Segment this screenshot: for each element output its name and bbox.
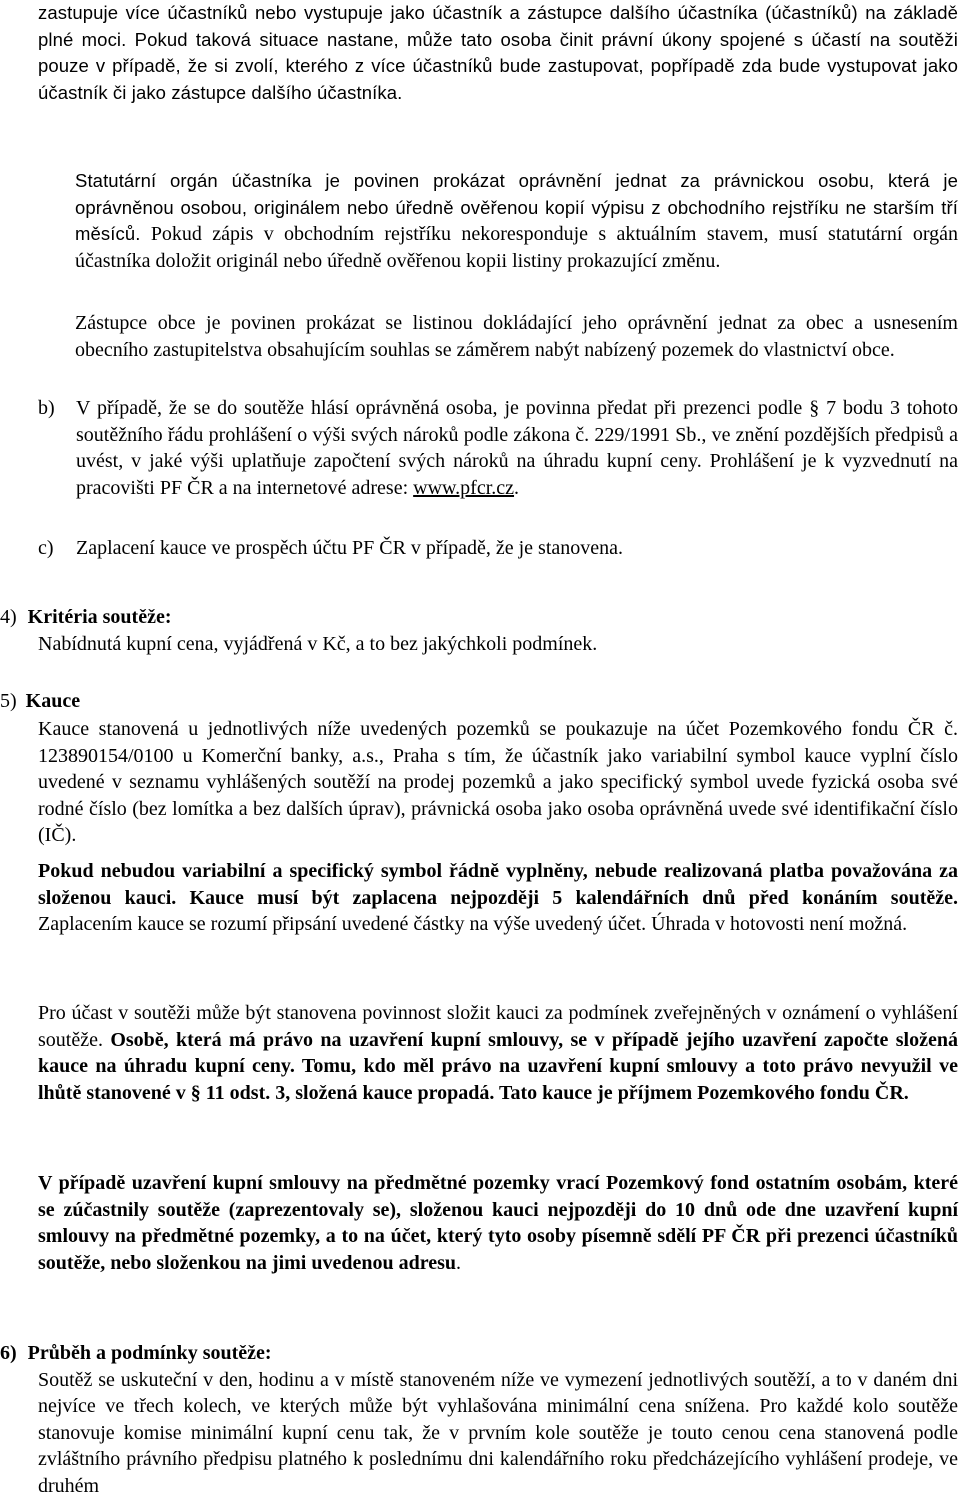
deposit-paragraph-3: Pro účast v soutěži může být stanovena povinnost složit kauci za podmínek zveřejněných v oznámení o vyhlášení soutěže. Osobě, která má právo na uzavření kupní smlouvy, se v případě jejího uzavření započte složená kauce na úhradu kupní ceny. Tomu, kdo měl právo na uzavření kupní smlouvy a toto právo nevyužil ve lhůtě stanovené v § 11 odst. 3, složená kauce propadá. Tato kauce je příjmem Pozemkového fondu ČR. xyxy=(38,1002,958,1104)
section-heading: 6) Průběh a podmínky soutěže: xyxy=(0,1342,272,1364)
intro-paragraph: zastupuje více účastníků nebo vystupuje jako účastník a zástupce dalšího účastníka (účastníků) na základě plné moci. Pokud taková situace nastane, může tato osoba činit právní úkony spojené s účastí na soutěži pouze v případě, že si zvolí, kterého z více účastníků bude zastupovat, popřípadě zda bude vystupovat jako účastník či jako zástupce dalšího účastníka. xyxy=(38,2,958,103)
section-heading: 5) Kauce xyxy=(0,690,81,712)
list-marker: b) xyxy=(38,397,55,419)
deposit-paragraph-2: Pokud nebudou variabilní a specifický symbol řádně vyplněny, nebude realizovaná platba považována za složenou kauci. Kauce musí být zaplacena nejpozději 5 kalendářních dnů před konáním soutěže. Zaplacením kauce se rozumí připsání uvedené částky na výše uvedený účet. Úhrada v hotovosti není možná. xyxy=(38,860,958,936)
list-item-c: c) Zaplacení kauce ve prospěch účtu PF ČR v případě, že je stanovena. xyxy=(38,535,958,562)
municipality-paragraph: Zástupce obce je povinen prokázat se listinou dokládající jeho oprávnění jednat za obec a usnesením obecního zastupitelstva obsahujícím souhlas se záměrem nabýt nabízený pozemek do vlastnictví obce. xyxy=(75,312,958,361)
section-title: Kritéria soutěže: xyxy=(27,606,172,628)
pfcr-website-link[interactable]: www.pfcr.cz xyxy=(413,476,515,499)
list-item-b: b) V případě, že se do soutěže hlásí oprávněná osoba, je povinna předat při prezenci podle § 7 bodu 3 tohoto soutěžního řádu prohlášení o výši svých nároků podle zákona č. 229/1991 Sb., ve znění pozdějších předpisů a uvést, v jaké výši uplatňuje započtení svých nároků na úhradu kupní ceny. Prohlášení je k vyzvednutí na pracovišti PF ČR a na internetové adrese: www.pfcr.cz. xyxy=(38,397,958,499)
list-marker: c) xyxy=(38,537,54,559)
statutory-paragraph xyxy=(75,168,958,274)
section-6: 6) Průběh a podmínky soutěže: Soutěž se uskuteční v den, hodinu a v místě stanoveném níže ve vymezení jednotlivých soutěží, a to v daném dni nejvíce ve třech kolech, ve kterých může být vyhlašována minimální cena snížena. Pro každé kolo soutěže stanovuje komise minimální kupní cenu tak, že v prvním kole soutěže je touto cenou cena stanovená podle zvláštního právního předpisu platného k poslednímu dni kalendářního roku předcházejícího vyhlášení prodeje, ve druhém xyxy=(0,1342,958,1497)
deposit-paragraph-1: Kauce stanovená u jednotlivých níže uvedených pozemků se poukazuje na účet Pozemkového fondu ČR č. 123890154/0100 u Komerční banky, a.s., Praha s tím, že účastník jako variabilní symbol kauce vyplní číslo uvedené v seznamu vyhlášených soutěží na prodej pozemků a jako specifický symbol uvede fyzická osoba své rodné číslo (bez lomítka a bez dalších úprav), právnická osoba jako osoba oprávněná uvede své identifikační číslo (IČ). xyxy=(38,718,958,847)
section-title: Kauce xyxy=(25,690,81,712)
deposit-paragraph-4: V případě uzavření kupní smlouvy na předmětné pozemky vrací Pozemkový fond ostatním osobám, které se zúčastnily soutěže (zaprezentovaly se), složenou kauci nejpozději do 10 dnů ode dne uzavření kupní smlouvy na předmětné pozemky, a to na účet, který tyto osoby písemně sdělí PF ČR při prezenci účastníků soutěže, nebo složenkou na jimi uvedenou adresu. xyxy=(38,1172,958,1274)
statutory-sans-text: Statutární orgán účastníka je povinen prokázat oprávnění jednat za právnickou osobu, která je oprávněnou osobou, originálem nebo úředně ověřenou kopií výpisu z obchodního rejstříku ne starším tří měsíců. xyxy=(75,170,958,245)
section-4: 4) Kritéria soutěže: Nabídnutá kupní cena, vyjádřená v Kč, a to bez jakýchkoli podmínek. xyxy=(0,604,958,657)
statutory-serif-text: Pokud zápis v obchodním rejstříku nekoresponduje s aktuálním stavem, musí statutární orgán účastníka doložit originál nebo úředně ověřenou kopii listiny prokazující změnu. xyxy=(75,223,958,272)
section-5 xyxy=(0,688,958,715)
section-heading: 4) Kritéria soutěže: xyxy=(0,606,172,628)
section-title: Průběh a podmínky soutěže: xyxy=(27,1342,272,1364)
